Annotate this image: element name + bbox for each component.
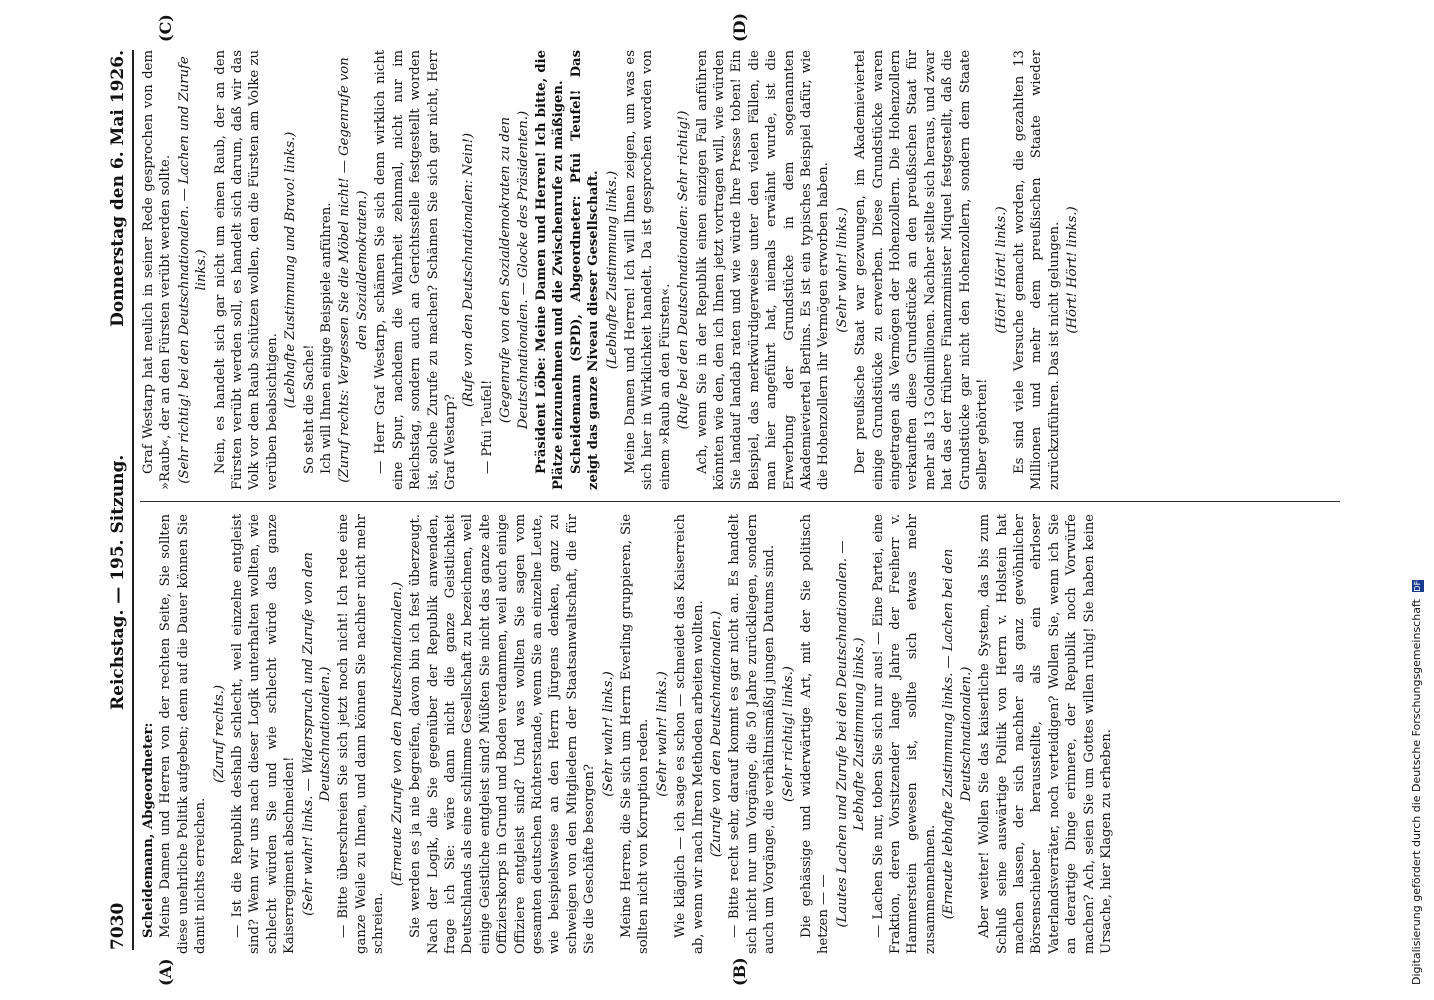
left_col-paragraph: Aber weiter! Wollen Sie das kaiserliche System, das bis zum Schluß seine auswärtige Politik von Herrn v. Holstein hat machen lassen, der sich nachher als ganz gewöhnlicher Börsenschieber herausstellte, als ein ehrloser Vaterlandsverräter, noch verteidigen? Wollen Sie, wenn ich Sie an derartige Dinge erinnere, der Republik noch Vorwürfe machen? Ach, seien Sie um Gottes willen ruhig! Sie haben keine Ursache, hier Klagen zu erheben.	[977, 514, 1114, 954]
right_col-paragraph: — Pfui Teufel!	[479, 379, 495, 474]
left_col-paragraph: Meine Damen und Herren von der rechten Seite, Sie sollten diese unehrliche Politik aufgeben; denn auf die Dauer können Sie damit nichts erreichen.	[158, 514, 209, 954]
left_col-paragraph: Scheidemann, Abgeordneter:	[141, 722, 156, 938]
page-header	[108, 50, 134, 950]
right_col-paragraph: Es sind viele Versuche gemacht worden, die gezahlten 13 Millionen und mehr dem preußischen Staate wieder zurückzuführen. Das ist nicht gelungen.	[1011, 50, 1062, 490]
right_col-paragraph: Ich will Ihnen einige Beispiele anführen.	[319, 202, 335, 474]
margin-marker-c: (C)	[156, 14, 175, 42]
margin-marker-a: (A)	[156, 958, 175, 986]
left_col-paragraph: — Bitte überschreien Sie sich jetzt noch nicht! Ich rede eine ganze Weile zu Ihnen, und dann können Sie nachher nicht mehr schreien.	[336, 514, 387, 954]
page-number: 7030	[108, 902, 128, 950]
right_col-paragraph: (Rufe bei den Deutschnationalen: Sehr richtig!)	[676, 110, 692, 430]
left-column	[140, 514, 1400, 954]
left_col-paragraph: — Bitte recht sehr, darauf kommt es gar nicht an. Es handelt sich nicht nur um Vorgänge, die 50 Jahre zurückliegen, sondern auch um Vorgänge, die verhältnismäßig jungen Datums sind.	[727, 514, 778, 954]
right_col-paragraph: Der preußische Staat war gezwungen, im Akademieviertel einige Grundstücke zu erwerben. Diese Grundstücke waren eingetragen als Vermögen der Hohenzollern. Die Hohenzollern verkauften diese Grundstücke an den preußischen Staat für mehr als 13 Goldmillionen. Nachher stellte sich heraus, und zwar hat das der frühere Finanzminister Miquel festgestellt, daß die Grundstücke gar nicht den Hohenzollern, sondern dem Staate selber gehörten!	[853, 50, 991, 490]
left_col-paragraph: (Lautes Lachen und Zurufe bei den Deutschnationalen. — Lebhafte Zustimmung links.)	[834, 540, 868, 928]
right_col-paragraph: Ach, wenn Sie in der Republik einen einzigen Fall anführen könnten wie den, den ich Ihnen jetzt vortragen will, wie würden Sie landauf landab raten und wie würde Ihre Presse toben! Ein Beispiel, das merkwürdigerweise unter den vielen Fällen, die man hier angeführt hat, niemals erwähnt wurde, ist die Erwerbung der Grundstücke in dem sogenannten Akademieviertel Berlins. Es ist ein typisches Beispiel dafür, wie die Hohenzollern ihr Vermögen erworben haben.	[694, 50, 832, 490]
column-divider	[140, 501, 1340, 502]
left_col-paragraph: — Ist die Republik deshalb schlecht, weil einzelne entgleist sind? Wenn wir uns nach dieser Logik unterhalten wollten, wie schlecht würden Sie und wie schlecht würde das ganze Kaiserregiment abschneiden!	[230, 514, 298, 954]
left_col-paragraph: (Sehr wahr! links. — Widerspruch und Zurufe von den Deutschnationalen.)	[300, 552, 334, 916]
right_col-paragraph: (Zuruf rechts: Vergessen Sie die Möbel nicht! — Gegenrufe von den Sozialdemokraten.)	[337, 57, 370, 483]
right-column	[140, 50, 1400, 490]
left_col-paragraph: Meine Herren, die Sie sich um Herrn Everling gruppieren, Sie sollten nicht von Korruption reden.	[618, 514, 652, 954]
right_col-paragraph: (Hört! Hört! links.)	[1065, 206, 1081, 334]
left_col-paragraph: (Erneute lebhafte Zustimmung links. — Lachen bei den Deutschnationalen.)	[941, 548, 974, 920]
right_col-paragraph: — Herr Graf Westarp, schämen Sie sich denn wirklich nicht eine Spur, nachdem die Wahrheit zehnmal, nicht nur im Reichstag, sondern auch an Gerichtsstelle festgestellt worden ist, solche Zurufe zu machen? Schämen Sie sich gar nicht, Herr Graf Westarp?	[373, 50, 458, 490]
left_col-paragraph: (Zurufe von den Deutschnationalen.)	[709, 610, 724, 858]
left_col-paragraph: (Erneute Zurufe von den Deutschnationalen.)	[389, 581, 405, 887]
right_col-paragraph: (Hört! Hört! links.)	[993, 206, 1009, 334]
footer-text: Digitalisierung gefördert durch die Deutsche Forschungsgemeinschaft	[1410, 599, 1423, 985]
right_col-paragraph: Nein, es handelt sich gar nicht um einen Raub, der an den Fürsten verübt werden soll, es handelt sich darum, daß wir das Volk vor dem Raub schützen wollen, den die Fürsten am Volke zu verüben beabsichtigen.	[212, 50, 280, 490]
dfg-logo: DFG	[1413, 574, 1422, 592]
left_col-paragraph: Wie kläglich — ich sage es schon — schneidet das Kaiserreich ab, wenn wir nach Ihren Methoden arbeiten wollten.	[673, 514, 706, 954]
right_col-paragraph: Graf Westarp hat neulich in seiner Rede gesprochen von dem »Raub«, der an den Fürsten verübt werden sollte.	[141, 50, 174, 490]
right_col-paragraph: Präsident Löbe: Meine Damen und Herren! Ich bitte, die Plätze einzunehmen und die Zwischenrufe zu mäßigen.	[533, 50, 567, 490]
margin-marker-d: (D)	[730, 12, 749, 42]
right_col-paragraph: (Sehr wahr! links.)	[834, 207, 850, 333]
left_col-paragraph: (Sehr richtig! links.)	[780, 666, 796, 802]
margin-marker-b: (B)	[730, 957, 749, 986]
right_col-paragraph: So steht die Sache!	[301, 344, 317, 474]
right_col-paragraph: (Sehr richtig! bei den Deutschnationalen. — Lachen und Zurufe links.)	[176, 56, 210, 484]
session-title: Reichstag. — 195. Sitzung.	[108, 454, 128, 710]
left_col-paragraph: — Lachen Sie nur, toben Sie sich nur aus! — Eine Partei, eine Fraktion, deren Vorsitzender lange Jahre der Freiherr v. Hammerstein gewesen ist, sollte sich etwas mehr zusammennehmen.	[870, 514, 938, 954]
right_col-paragraph: (Gegenrufe von den Sozialdemokraten zu den Deutschnationalen. — Glocke des Präsidenten.)	[498, 110, 531, 430]
left_col-paragraph: Sie werden es ja nie begreifen, davon bin ich fest überzeugt. Nach der Logik, die Sie gegenüber der Republik anwenden, frage ich Sie: wäre dann nicht die ganze Geistlichkeit Deutschlands als eine schlimme Gesellschaft zu bezeichnen, weil einige Geistliche entgleist sind? Müßten Sie nicht das ganze alte Offizierskorps in Grund und Boden verdammen, weil auch einige Offiziere entgleist sind? Und was wollten Sie sagen vom gesamten deutschen Richterstande, wenn Sie an einzelne Leute, wie beispielsweise an den Herrn Jürgens denken, ganz zu schweigen von den Mitgliedern der Staatsanwaltschaft, die für Sie die Geschäfte besorgen?	[408, 514, 598, 954]
right_col-paragraph: (Rufe von den Deutschnationalen: Nein!)	[461, 132, 477, 408]
left_col-paragraph: (Sehr wahr! links.)	[600, 671, 616, 797]
right_col-paragraph: Scheidemann (SPD), Abgeordneter: Pfui Teufel! Das zeigt das ganze Niveau dieser Gesellschaft.	[568, 50, 602, 490]
right_col-paragraph: (Lebhafte Zustimmung links.)	[604, 170, 620, 370]
rotated-newspaper-page	[100, 0, 1434, 1000]
left_col-paragraph: (Sehr wahr! links.)	[654, 671, 670, 797]
right_col-paragraph: Meine Damen und Herren! Ich will Ihnen zeigen, um was es sich hier in Wirklichkeit handelt. Da ist gesprochen worden von einem »Raub an den Fürsten«.	[622, 50, 673, 490]
right_col-paragraph: (Lebhafte Zustimmung und Bravo! links.)	[283, 131, 299, 409]
session-date: Donnerstag den 6. Mai 1926.	[108, 50, 128, 327]
left_col-paragraph: (Zuruf rechts.)	[211, 684, 227, 784]
left_col-paragraph: Die gehässige und widerwärtige Art, mit der Sie politisch hetzen — —	[799, 514, 832, 954]
digitization-footer	[1410, 574, 1426, 985]
